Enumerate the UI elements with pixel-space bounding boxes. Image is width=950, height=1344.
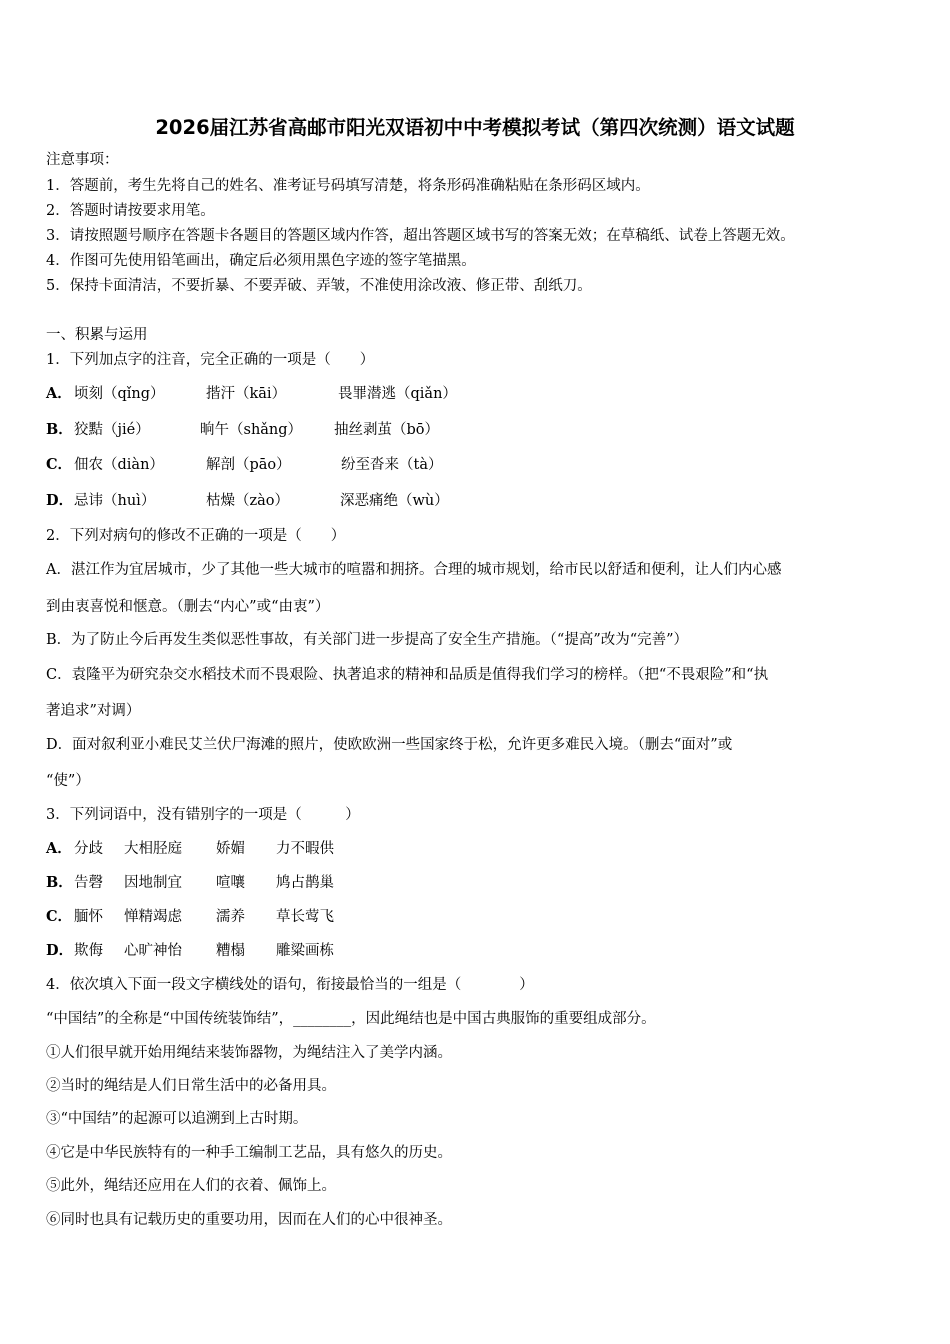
notice-item: 4．作图可先使用铅笔画出，确定后必须用黑色字迹的签字笔描黑。 — [46, 253, 476, 269]
question-2-option-c-cont: 著追求”对调） — [46, 703, 141, 719]
question-4-stem: 4．依次填入下面一段文字横线处的语句，衔接最恰当的一组是（ ） — [46, 977, 534, 993]
option-item: 娇媚 — [216, 841, 245, 857]
option-item: 草长莺飞 — [276, 909, 334, 925]
option-item: 告磬 — [74, 875, 103, 891]
question-3-stem: 3．下列词语中，没有错别字的一项是（ ） — [46, 807, 360, 823]
option-item: 糟榻 — [216, 943, 245, 959]
question-2-option-a: A．湛江作为宜居城市，少了其他一些大城市的喧嚣和拥挤。合理的城市规划，给市民以舒适和便利，让人们内心感 — [46, 562, 782, 578]
option-item: 鸠占鹊巢 — [276, 875, 334, 891]
question-4-passage: “中国结”的全称是“中国传统装饰结”，________，因此绳结也是中国古典服饰的重要组成部分。 — [46, 1011, 656, 1027]
option-item: 因地制宜 — [124, 875, 182, 891]
option-item: 雕粱画栋 — [276, 943, 334, 959]
option-item: 心旷神怡 — [124, 943, 182, 959]
question-4-sentence: ③“中国结”的起源可以追溯到上古时期。 — [46, 1111, 308, 1127]
question-2-stem: 2．下列对病句的修改不正确的一项是（ ） — [46, 528, 346, 544]
option-item: 佃农（diàn） — [74, 457, 164, 473]
option-item: 喧嚷 — [216, 875, 245, 891]
option-label: B． — [46, 874, 73, 891]
option-item: 狡黠（jié） — [74, 422, 150, 438]
option-item: 解剖（pāo） — [206, 457, 291, 473]
question-1-stem: 1．下列加点字的注音，完全正确的一项是（ ） — [46, 352, 375, 368]
question-4-sentence: ②当时的绳结是人们日常生活中的必备用具。 — [46, 1078, 336, 1094]
question-4-sentence: ④它是中华民族特有的一种手工编制工艺品，具有悠久的历史。 — [46, 1145, 452, 1161]
option-item: 惮精竭虑 — [124, 909, 182, 925]
option-item: 腼怀 — [74, 909, 103, 925]
question-4-sentence: ⑤此外，绳结还应用在人们的衣着、佩饰上。 — [46, 1178, 336, 1194]
section-heading: 一、积累与运用 — [46, 327, 148, 343]
option-item: 欺侮 — [74, 943, 103, 959]
option-label: C． — [46, 456, 73, 473]
notice-item: 1．答题前，考生先将自己的姓名、准考证号码填写清楚，将条形码准确粘贴在条形码区域内。 — [46, 178, 650, 194]
option-label: D． — [46, 942, 74, 959]
option-item: 畏罪潜逃（qiǎn） — [338, 386, 457, 402]
question-2-option-d-cont: “使”） — [46, 773, 90, 789]
option-label: C． — [46, 908, 73, 925]
question-2-option-c: C．袁隆平为研究杂交水稻技术而不畏艰险、执著追求的精神和品质是值得我们学习的榜样。（把“不畏艰险”和“执 — [46, 667, 769, 683]
notice-heading: 注意事项： — [46, 152, 119, 168]
question-4-sentence: ⑥同时也具有记载历史的重要功用，因而在人们的心中很神圣。 — [46, 1212, 452, 1228]
option-item: 大相胫庭 — [124, 841, 182, 857]
option-label: A． — [46, 385, 72, 402]
notice-item: 5．保持卡面清洁，不要折暴、不要弄破、弄皱，不准使用涂改液、修正带、刮纸刀。 — [46, 278, 592, 294]
option-item: 濡养 — [216, 909, 245, 925]
option-label: A． — [46, 840, 72, 857]
question-2-option-d: D．面对叙利亚小难民艾兰伏尸海滩的照片，使欧欧洲一些国家终于松，允许更多难民入境。（删去“面对”或 — [46, 737, 733, 753]
question-2-option-a-cont: 到由衷喜悦和惬意。（删去“内心”或“由衷”） — [46, 599, 330, 615]
question-2-option-b: B．为了防止今后再发生类似恶性事故，有关部门进一步提高了安全生产措施。（“提高”改为“完善”） — [46, 632, 689, 648]
option-item: 忌讳（huì） — [74, 493, 156, 509]
option-item: 晌午（shǎng） — [200, 422, 303, 438]
option-item: 揩汗（kāi） — [206, 386, 287, 402]
option-item: 分歧 — [74, 841, 103, 857]
option-label: B． — [46, 421, 73, 438]
option-label: D． — [46, 492, 74, 509]
option-item: 力不暇供 — [276, 841, 334, 857]
option-item: 枯燥（zào） — [206, 493, 290, 509]
notice-item: 2．答题时请按要求用笔。 — [46, 203, 215, 219]
notice-item: 3．请按照题号顺序在答题卡各题目的答题区域内作答，超出答题区域书写的答案无效；在草稿纸、试卷上答题无效。 — [46, 228, 795, 244]
option-item: 抽丝剥茧（bō） — [334, 422, 440, 438]
option-item: 顷刻（qǐng） — [74, 386, 165, 402]
question-4-sentence: ①人们很早就开始用绳结来装饰器物，为绳结注入了美学内涵。 — [46, 1045, 452, 1061]
option-item: 深恶痛绝（wù） — [340, 493, 449, 509]
option-item: 纷至沓来（tà） — [341, 457, 443, 473]
page-title: 2026届江苏省高邮市阳光双语初中中考模拟考试（第四次统测）语文试题 — [155, 116, 795, 139]
